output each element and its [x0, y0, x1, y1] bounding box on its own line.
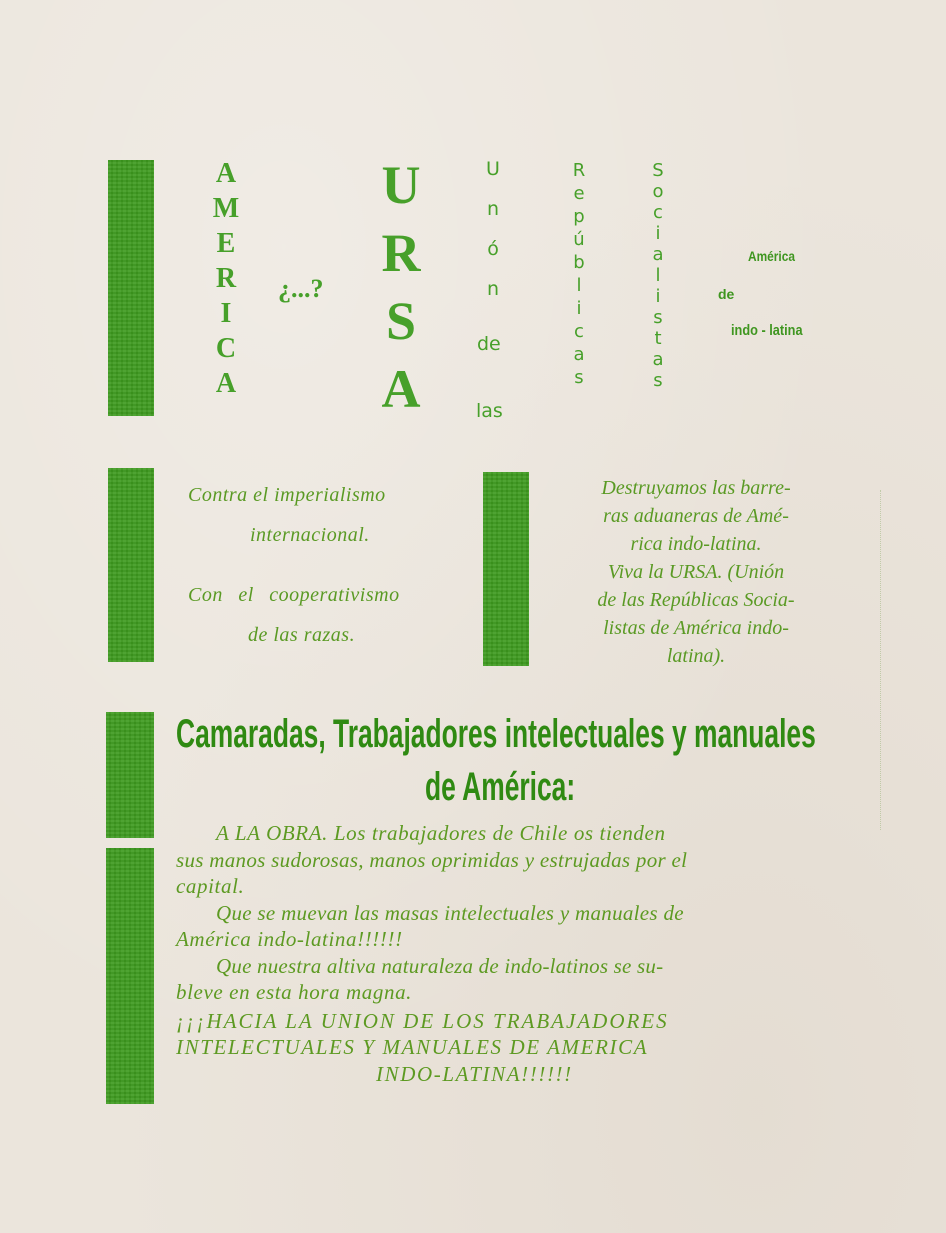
republicas-vertical — [564, 162, 594, 387]
america-letter: E — [216, 228, 236, 259]
appeal-heading-line1: Camaradas, Trabajadores intelectuales y manuales — [176, 712, 816, 756]
socialistas-letter: l — [655, 265, 661, 286]
green-bar-middle-right — [483, 472, 529, 666]
right-block-line: Destruyamos las barre- — [601, 477, 791, 499]
green-bar-middle-left — [108, 468, 154, 662]
appeal-line: bleve en esta hora magna. — [176, 980, 413, 1004]
ursa-vertical — [376, 155, 426, 419]
right-block — [556, 474, 836, 670]
socialistas-letter: t — [654, 328, 662, 349]
ursa-letter: R — [381, 223, 421, 283]
america-letter: M — [212, 193, 240, 224]
left-block-line: internacional. — [250, 524, 370, 546]
appeal-line: sus manos sudorosas, manos oprimidas y estrujadas por el — [176, 847, 688, 872]
appeal-line: INDO-LATINA!!!!!! — [376, 1061, 573, 1086]
republicas-letter: ú — [573, 229, 585, 250]
left-block-line: Contra el imperialismo — [188, 484, 386, 506]
republicas-letter: e — [573, 183, 585, 204]
republicas-letter: R — [572, 160, 586, 181]
ursa-letter: A — [381, 359, 421, 419]
republicas-letter: l — [576, 275, 582, 296]
union-letter: ó — [487, 238, 499, 260]
right-block-line: de las Repúblicas Socia- — [597, 589, 795, 611]
appeal-line: Que se muevan las masas intelectuales y manuales de — [216, 900, 684, 925]
america-letter: I — [220, 298, 232, 329]
margin-mark — [880, 490, 883, 830]
socialistas-letter: i — [655, 286, 661, 307]
right-block-line: latina). — [666, 645, 726, 667]
right-block-line: listas de América indo- — [603, 617, 789, 639]
appeal-line: A LA OBRA. Los trabajadores de Chile os tienden — [216, 821, 666, 845]
appeal-line: Que nuestra altiva naturaleza de indo-latinos se su- — [216, 953, 664, 978]
appeal-line: INTELECTUALES Y MANUALES DE AMERICA — [176, 1035, 649, 1059]
side-text-indo-latina: indo - latina — [731, 322, 803, 339]
republicas-letter: p — [573, 206, 585, 227]
socialistas-letter: i — [655, 223, 661, 244]
socialistas-letter: o — [652, 181, 664, 202]
socialistas-vertical — [643, 162, 673, 390]
side-text-de: de — [718, 286, 735, 302]
republicas-letter: i — [576, 298, 582, 319]
republicas-letter: a — [573, 344, 585, 365]
side-text-america: América — [748, 248, 795, 264]
union-letter: U — [486, 158, 500, 180]
green-bar-bottom-lower — [106, 848, 154, 1104]
socialistas-letter: s — [653, 370, 663, 391]
america-letter: R — [215, 263, 237, 294]
union-vertical — [478, 160, 508, 299]
socialistas-letter: s — [653, 307, 663, 328]
america-letter: A — [215, 158, 237, 189]
left-block-line: Con el cooperativismo — [188, 584, 400, 606]
republicas-letter: s — [574, 367, 584, 388]
america-letter: C — [215, 333, 237, 364]
appeal-body — [176, 820, 836, 1087]
appeal-line: capital. — [176, 874, 245, 898]
ursa-letter: U — [381, 155, 421, 215]
socialistas-letter: S — [652, 160, 664, 181]
socialistas-letter: a — [652, 349, 664, 370]
de-word: de — [477, 333, 501, 355]
appeal-heading-line2: de América: — [425, 765, 576, 809]
right-block-line: rica indo-latina. — [630, 533, 762, 555]
appeal-line: ¡¡¡HACIA LA UNION DE LOS TRABAJADORES — [176, 1008, 669, 1033]
ursa-letter: S — [385, 291, 417, 351]
right-block-line: ras aduaneras de Amé- — [603, 505, 789, 527]
appeal-line: América indo-latina!!!!!! — [176, 927, 403, 951]
las-word: las — [476, 400, 503, 422]
green-bar-bottom-upper — [106, 712, 154, 838]
union-letter: n — [486, 198, 500, 220]
america-letter: A — [215, 368, 237, 399]
socialistas-letter: c — [653, 202, 663, 223]
republicas-letter: b — [573, 252, 585, 273]
union-letter: n — [486, 278, 500, 300]
green-bar-header — [108, 160, 154, 416]
republicas-letter: c — [574, 321, 584, 342]
socialistas-letter: a — [652, 244, 664, 265]
america-vertical — [206, 160, 246, 398]
question-mark-text: ¿...? — [278, 274, 324, 303]
left-block-line: de las razas. — [248, 624, 356, 646]
right-block-line: Viva la URSA. (Unión — [607, 561, 785, 583]
